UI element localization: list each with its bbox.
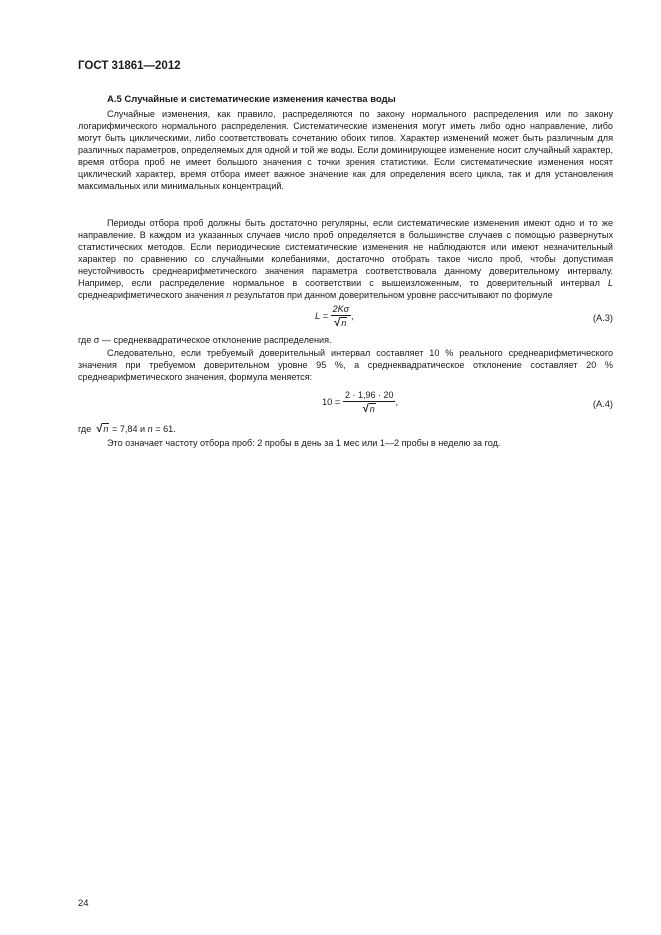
paragraph-2: [78, 217, 613, 301]
page-number: 24: [78, 898, 89, 909]
equation-a3-fraction: [331, 304, 351, 329]
equation-a3-label: (А.3): [592, 313, 613, 323]
equation-a3-numerator: 2Kσ: [332, 304, 350, 314]
paragraph-2-var-n: n: [226, 290, 232, 301]
sqrt-sign: √: [362, 403, 369, 415]
equation-a4-trail: ,: [395, 396, 399, 407]
paragraph-2-text-a: Периоды отбора проб должны быть достаточно регулярны, если систематические изменения имеют одно и то же направление. В каждом из указанных случаев число проб определяется в большинстве случаев с помощью развернутых статистических методов. Если периодические систематические изменения не наблюдаются или имеют незначительный характер по сравнению со случайными колебаниями, достаточно отобрать такое число проб, чтобы допустимая неустойчивость среднеарифметического значения параметра соответствовала данному доверительному интервалу. Например, если распределение нормальное в соответствии с вышеизложенным, то доверительный интервал: [78, 218, 613, 289]
where-2-var-n: n: [147, 424, 153, 434]
paragraph-2-text-b: среднеарифметического значения: [78, 290, 227, 301]
paragraph-3: Следовательно, если требуемый доверительный интервал составляет 10 % реального среднеарифметического значения при требуемом доверительном уровне 95 %, а среднеквадратическое отклонение составляет 20 % среднеарифметического значения, формула меняется:: [78, 348, 613, 383]
paragraph-4: Это означает частоту отбора проб: 2 пробы в день за 1 мес или 1—2 пробы в неделю за год.: [107, 438, 501, 448]
sqrt-sign: √: [334, 317, 341, 329]
where-2-mid: = 7,84 и: [109, 424, 148, 434]
equation-a3-sqrt-var: n: [341, 318, 347, 328]
equation-a3-lhs: L =: [315, 310, 329, 321]
equation-a4-label: (А.4): [592, 399, 613, 409]
equation-a4-numerator: 2 · 1,96 · 20: [344, 390, 394, 400]
paragraph-1: Случайные изменения, как правило, распределяются по закону нормального распределения или по закону логарифмического нормального распределения. Систематические изменения могут иметь либо одно направление, либо могут быть циклическими, либо соответствовать сочетанию обоих типов. Характер изменений может быть различным для различных параметров, определяемых для одной и той же воды. Если доминирующее изменение носит случайный характер, время отбора проб не имеет большого значения с точки зрения статистики. Если систематические изменения носят циклический характер, время отбора имеет важное значение как для определения всего цикла, так и для установления максимальных или минимальных концентраций.: [78, 109, 613, 192]
equation-a4-sqrt-var: n: [369, 404, 375, 414]
paragraph-2-var-L: L: [607, 278, 613, 289]
section-title: А.5 Случайные и систематические изменения качества воды: [107, 94, 396, 105]
where-2-sqrt-var: n: [103, 424, 109, 434]
equation-a3-trail: ,: [351, 310, 354, 321]
paragraph-2-text-c: результатов при данном доверительном уровне рассчитывают по формуле: [231, 290, 553, 301]
where-2-prefix: где: [78, 424, 92, 434]
equation-a4-denominator: [343, 402, 396, 415]
sqrt-sign: √: [96, 423, 103, 435]
where-2-suffix: = 61.: [152, 424, 176, 434]
equation-a4-lhs: 10 =: [322, 396, 341, 407]
where-sqrt-n: [78, 423, 613, 435]
equation-a4-fraction: [343, 390, 399, 415]
equation-a3-denominator: [331, 316, 351, 329]
document-header: ГОСТ 31861—2012: [78, 60, 181, 72]
where-sigma: где σ — среднеквадратическое отклонение распределения.: [78, 335, 332, 345]
